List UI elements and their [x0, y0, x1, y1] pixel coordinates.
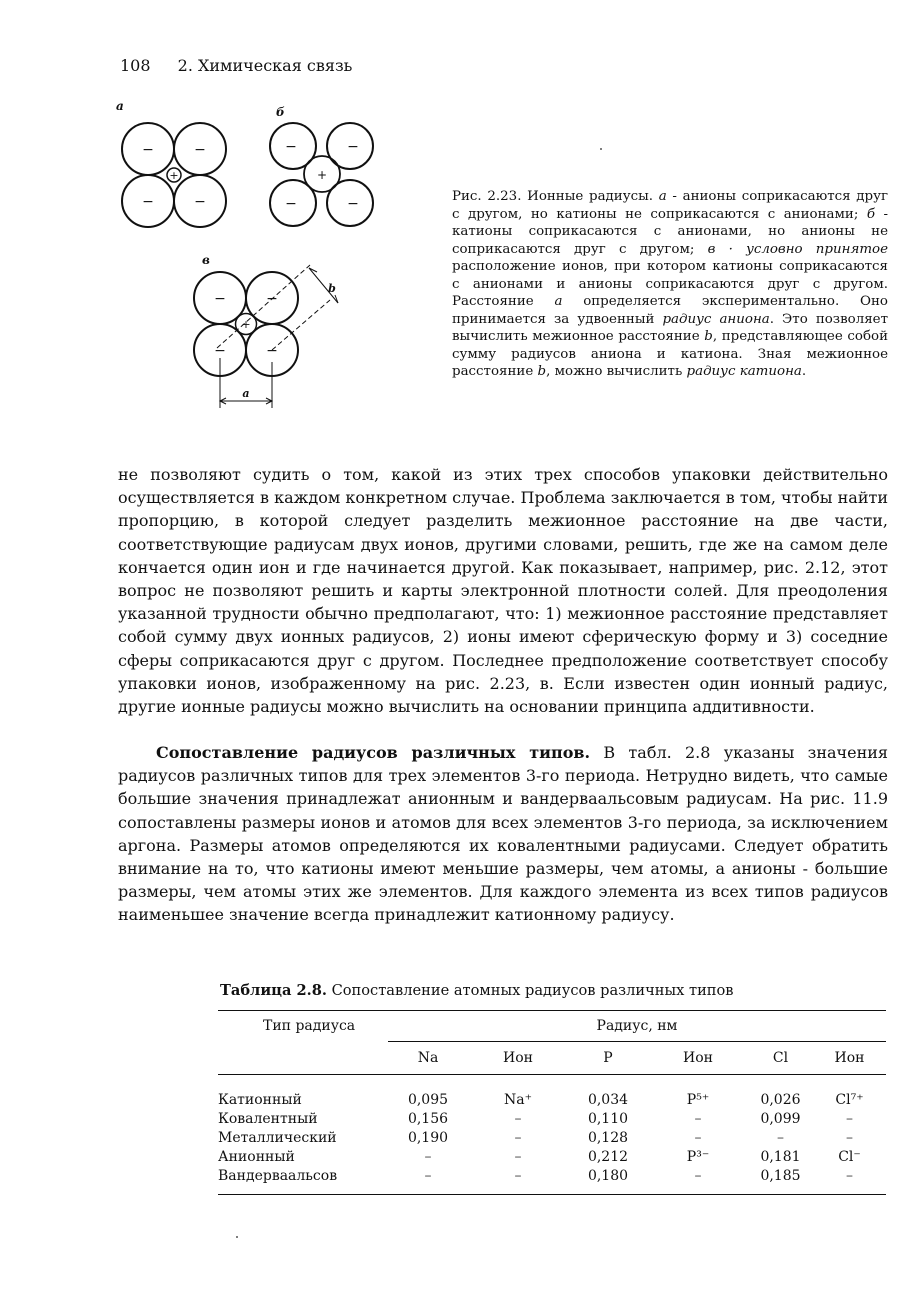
subhead: P	[568, 1042, 648, 1075]
cation-sign: +	[316, 168, 328, 182]
anion-sign: −	[347, 139, 359, 155]
table-row: Анионный – – 0,212 P³⁻ 0,181 Cl⁻	[218, 1149, 861, 1165]
dimension-label-b: b	[328, 282, 336, 295]
page-header	[120, 56, 352, 75]
anion-sign: −	[285, 139, 297, 155]
head-type: Тип радиуса	[263, 1018, 356, 1035]
table-row: Вандерваальсов – – 0,180 – 0,185 –	[218, 1168, 853, 1184]
anion-sign: −	[214, 291, 226, 307]
figure-caption: Рис. 2.23. Ионные радиусы. а - анионы соприкасаются друг с другом, но катионы не соприкасаются с анионами; б - катионы соприкасаются с анионами, но анионы не соприкасаются друг с другом; в · условно принятое расположение ионов, при котором катионы соприкасаются с анионами и анионы соприкасаются друг с другом. Расстояние a определяется экспериментально. Оно принимается за удвоенный радиус аниона. Это позволяет вычислить межионное расстояние b, представляющее собой сумму радиусов аниона и катиона. Зная межионное расстояние b, можно вычислить радиус катиона.	[452, 189, 889, 379]
cation-sign: +	[169, 169, 179, 182]
panel-label-v: в	[202, 253, 210, 267]
scan-speck	[600, 148, 602, 150]
chapter-title: 2. Химическая связь	[177, 56, 353, 75]
panel-label-a: а	[116, 100, 124, 113]
paragraph-2-heading: Сопоставление радиусов различных типов.	[156, 743, 591, 762]
subhead: Cl	[748, 1042, 813, 1075]
anion-sign: −	[194, 142, 206, 158]
subhead: Ион	[468, 1042, 568, 1075]
anion-sign: −	[142, 142, 154, 158]
table-row: Ковалентный 0,156 – 0,110 – 0,099 –	[218, 1111, 853, 1127]
paragraph-2: Сопоставление радиусов различных типов. В табл. 2.8 указаны значения радиусов различных типов для трех элементов 3-го периода. Нетрудно видеть, что самые большие значения принадлежат анионным и вандерваальсовым радиусам. На рис. 11.9 сопоставлены размеры ионов и атомов для всех элементов 3-го периода, за исключением аргона. Размеры атомов определяются их ковалентными радиусами. Следует обратить внимание на то, что катионы имеют меньшие размеры, чем атомы, а анионы - большие размеры, чем атомы этих же элементов. Для каждого элемента из всех типов радиусов наименьшее значение всегда принадлежит катионному радиусу.	[118, 743, 889, 925]
subhead: Ион	[648, 1042, 748, 1075]
ionic-packing-figure	[110, 100, 410, 420]
subhead: Na	[388, 1042, 468, 1075]
table-row: Катионный 0,095 Na⁺ 0,034 P⁵⁺ 0,026 Cl⁷⁺	[218, 1092, 864, 1108]
head-radius: Радиус, нм	[596, 1018, 678, 1034]
scan-speck	[236, 1236, 238, 1238]
anion-sign: −	[266, 343, 278, 359]
page-number: 108	[120, 56, 151, 75]
anion-sign: −	[347, 196, 359, 212]
anion-sign: −	[266, 291, 278, 307]
table-caption: Таблица 2.8. Сопоставление атомных радиусов различных типов	[220, 982, 734, 999]
panel-label-b: б	[276, 105, 285, 119]
anion-sign: −	[142, 194, 154, 210]
dimension-lines	[217, 265, 338, 408]
subhead: Ион	[813, 1042, 886, 1075]
radii-table	[218, 1010, 886, 1195]
anion-sign: −	[214, 343, 226, 359]
caption-label: Рис. 2.23.	[452, 189, 522, 204]
anion-sign: −	[285, 196, 297, 212]
table-row: Металлический 0,190 – 0,128 – – –	[218, 1130, 853, 1146]
paragraph-1: не позволяют судить о том, какой из этих трех способов упаковки действительно осуществляется в каждом конкретном случае. Проблема заключается в том, чтобы найти пропорцию, в которой следует разделить межионное расстояние на две части, соответствующие радиусам двух ионов, другими словами, решить, где же на самом деле кончается один ион и где начинается другой. Как показывает, например, рис. 2.12, этот вопрос не позволяют решить и карты электронной плотности солей. Для преодоления указанной трудности обычно предполагают, что: 1) межионное расстояние представляет собой сумму двух ионных радиусов, 2) ионы имеют сферическую форму и 3) соседние сферы соприкасаются друг с другом. Последнее предположение соответствует способу упаковки ионов, изображенному на рис. 2.23, в. Если известен один ионный радиус, другие ионные радиусы можно вычислить на основании принципа аддитивности.	[118, 465, 888, 717]
anion-sign: −	[194, 194, 206, 210]
cation-sign: +	[241, 318, 251, 331]
dimension-label-a: a	[242, 387, 250, 400]
